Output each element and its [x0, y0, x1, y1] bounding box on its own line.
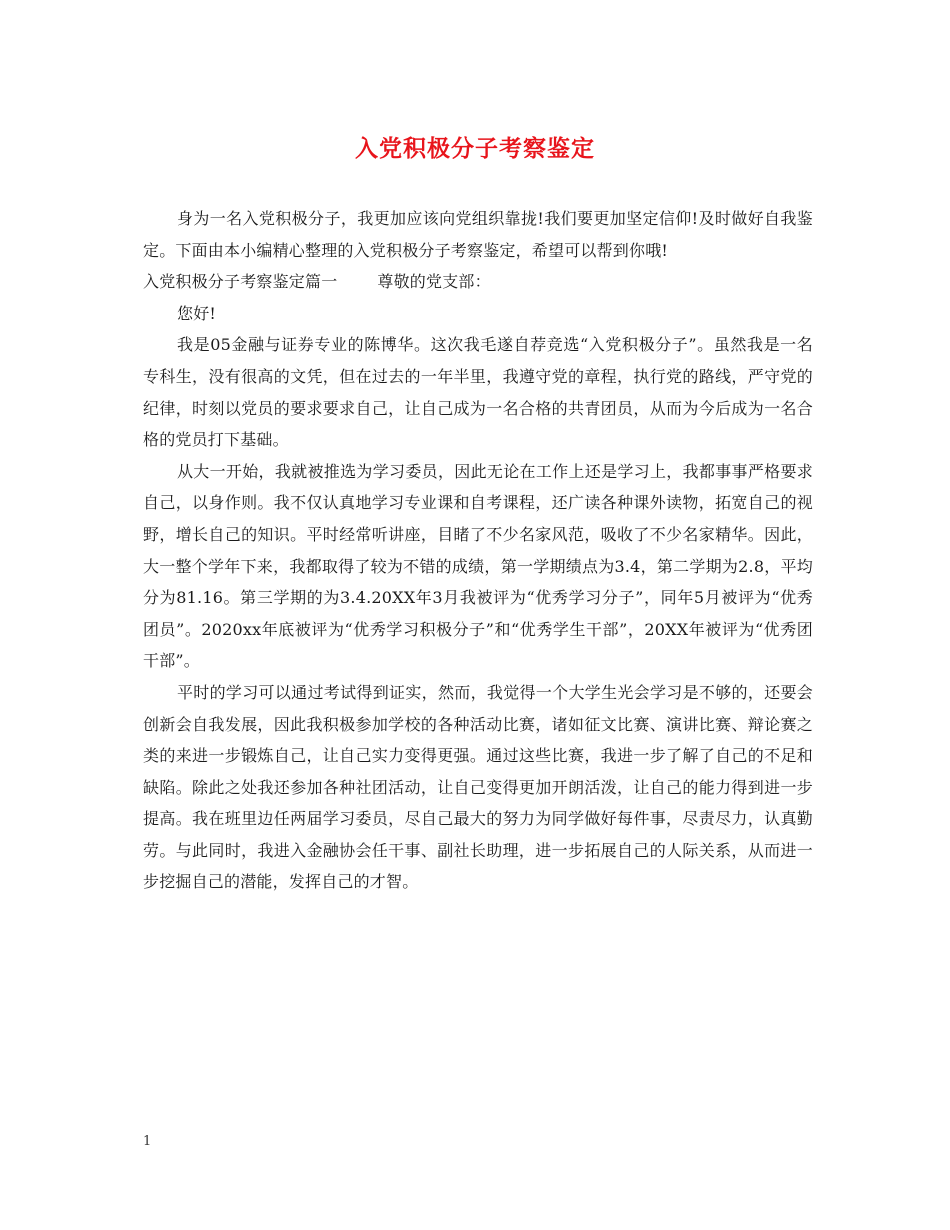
body-paragraph-1: 我是05金融与证券专业的陈博华。这次我毛遂自荐竞选“入党积极分子”。虽然我是一名专科生，没有很高的文凭，但在过去的一年半里，我遵守党的章程，执行党的路线，严守党的纪律，时刻以党员的要求要求自己，让自己成为一名合格的共青团员，从而为今后成为一名合格的党员打下基础。 — [143, 335, 813, 450]
body-paragraph-2: 从大一开始，我就被推选为学习委员，因此无论在工作上还是学习上，我都事事严格要求自己，以身作则。我不仅认真地学习专业课和自考课程，还广读各种课外读物，拓宽自己的视野，增长自己的知识。平时经常听讲座，目睹了不少名家风范，吸收了不少名家精华。因此，大一整个学年下来，我都取得了较为不错的成绩，第一学期绩点为3.4，第二学期为2.8，平均分为81.16。第三学期的为3.4.20XX年3月我被评为“优秀学习分子”，同年5月被评为“优秀团员”。2020xx年底被评为“优秀学习积极分子”和“优秀学生干部”，20XX年被评为“优秀团干部”。 — [143, 461, 813, 671]
intro-paragraph: 身为一名入党积极分子，我更加应该向党组织靠拢!我们要更加坚定信仰!及时做好自我鉴定。下面由本小编精心整理的入党积极分子考察鉴定，希望可以帮到你哦! — [143, 209, 813, 260]
document-title: 入党积极分子考察鉴定 — [355, 135, 595, 162]
greeting-line: 您好! — [177, 303, 217, 323]
page-number: 1 — [143, 1134, 152, 1149]
section-title: 入党积极分子考察鉴定篇一 — [143, 272, 338, 292]
recipient-line: 尊敬的党支部： — [377, 272, 491, 292]
body-paragraph-3: 平时的学习可以通过考试得到证实，然而，我觉得一个大学生光会学习是不够的，还要会创新会自我发展，因此我积极参加学校的各种活动比赛，诸如征文比赛、演讲比赛、辩论赛之类的来进一步锻炼自己，让自己实力变得更强。通过这些比赛，我进一步了解了自己的不足和缺陷。除此之处我还参加各种社团活动，让自己变得更加开朗活泼，让自己的能力得到进一步提高。我在班里边任两届学习委员，尽自己最大的努力为同学做好每件事，尽责尽力，认真勤劳。与此同时，我进入金融协会任干事、副社长助理，进一步拓展自己的人际关系，从而进一步挖掘自己的潜能，发挥自己的才智。 — [143, 682, 813, 892]
document-body — [143, 203, 813, 898]
section-heading-line — [143, 266, 813, 298]
